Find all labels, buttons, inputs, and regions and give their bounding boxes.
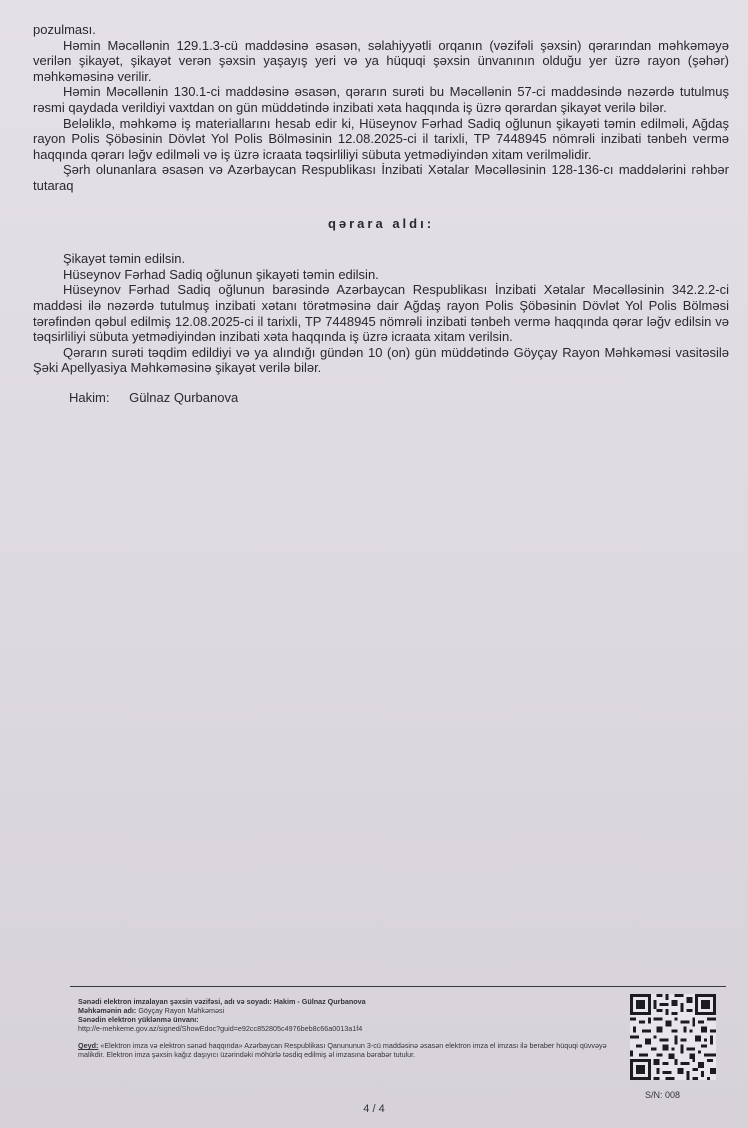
address-label bbox=[78, 1015, 618, 1024]
footer-divider bbox=[70, 986, 726, 987]
decision-item: Şikayət təmin edilsin. bbox=[63, 251, 186, 267]
e-signature-footer bbox=[78, 997, 618, 1059]
judge-name: Gülnaz Qurbanova bbox=[129, 389, 239, 405]
decision-heading: qərara aldı: bbox=[327, 215, 435, 231]
signer-label: Sənədi elektron imzalayan şəxsin vəzifəsi, adı və soyadı: bbox=[78, 997, 272, 1006]
paragraph: Şərh olunanlara əsasən və Azərbaycan Respublikası İnzibati Xətalar Məcəlləsinin 128-136-cı maddələrini rəhbər tutaraq bbox=[33, 162, 729, 193]
judge-signature bbox=[33, 390, 729, 406]
paragraph: Həmin Məcəllənin 129.1.3-cü maddəsinə əsasən, səlahiyyətli orqanın (vəzifəli şəxsin) qərarından məhkəməyə verilən şikayət, şikayət verən şəxsin yaşayış yeri və ya hüquqi şəxsin ünvanının olduğu yer üzrə rayon (şəhər) məhkəməsinə verilir. bbox=[33, 37, 729, 84]
court-value: Göyçay Rayon Məhkəməsi bbox=[138, 1006, 225, 1015]
note-text: «Elektron imza və elektron sənəd haqqında» Azərbaycan Respublikası Qanununun 3-cü maddəsinə əsasən elektron imza el imzası ilə beraber hüquqi qüvvəyə malikdir. Elektron imza şəxsin kağız daşıyıcı üzərindəki möhürlə təsdiq edilmiş əl imzasına bərabər tutulur. bbox=[78, 1041, 607, 1059]
decision-item: Hüseynov Fərhad Sadiq oğlunun barəsində Azərbaycan Respublikası İnzibati Xətalar Məcəlləsinin 342.2.2-ci maddəsi ilə nəzərdə tutulmuş inzibati xətanı törətməsinə dair Ağdaş rayon Polis Şöbəsinin Dövlət Yol Polis Bölməsi tərəfindən qəbul edilmiş 12.08.2025-ci il tarixli, TP 7448945 nömrəli inzibati tənbeh vermə haqqında qərar ləğv edilsin və təqsirliliyi sübuta yetmədiyindən inzibati xəta haqqında iş üzrə icraata xitam verilsin. bbox=[33, 282, 729, 345]
signer-value: Hakim - Gülnaz Qurbanova bbox=[273, 997, 366, 1006]
document-body bbox=[33, 22, 729, 405]
paragraph: Beləliklə, məhkəmə iş materiallarını hesab edir ki, Hüseynov Fərhad Sadiq oğlunun şikayəti təmin edilməli, Ağdaş rayon Polis Şöbəsinin Dövlət Yol Polis Bölməsinin 12.08.2025-ci il tarixli, TP 7448945 nömrəli inzibati tənbeh vermə haqqında qərarı ləğv edilməli və iş üzrə icraata təqsirliliyi sübuta yetmədiyindən xitam verilməlidir. bbox=[33, 115, 729, 162]
address-label-text: Sənədin elektron yüklənmə ünvanı: bbox=[78, 1015, 199, 1024]
decision-item: Hüseynov Fərhad Sadiq oğlunun şikayəti təmin edilsin. bbox=[63, 266, 379, 282]
legal-note bbox=[78, 1041, 618, 1059]
court-line bbox=[78, 1006, 618, 1015]
serial-number: S/N: 008 bbox=[645, 1090, 681, 1100]
paragraph: pozulması. bbox=[33, 22, 96, 37]
signer-line bbox=[78, 997, 618, 1006]
decision-item: Qərarın surəti təqdim edildiyi və ya alındığı gündən 10 (on) gün müddətində Göyçay Rayon Məhkəməsi vasitəsilə Şəki Apellyasiya Məhkəməsinə şikayət verilə bilər. bbox=[33, 344, 729, 376]
paragraph: Həmin Məcəllənin 130.1-ci maddəsinə əsasən, qərarın surəti bu Məcəllənin 57-ci maddəsində nəzərdə tutulmuş rəsmi qaydada verildiyi vaxtdan on gün müddətində inzibati xəta haqqında iş üzrə qərardan şikayət verilə bilər. bbox=[33, 84, 729, 115]
note-label: Qeyd: bbox=[78, 1041, 99, 1050]
qr-code bbox=[630, 994, 716, 1080]
page-number: 4 / 4 bbox=[363, 1103, 385, 1115]
court-label: Məhkəmənin adı: bbox=[78, 1006, 137, 1015]
address-link[interactable]: http://e-mehkeme.gov.az/signed/ShowEdoc?guid=e92cc852805c4976beb8c66a0013a1f4 bbox=[78, 1024, 363, 1033]
judge-label: Hakim: bbox=[69, 389, 110, 405]
